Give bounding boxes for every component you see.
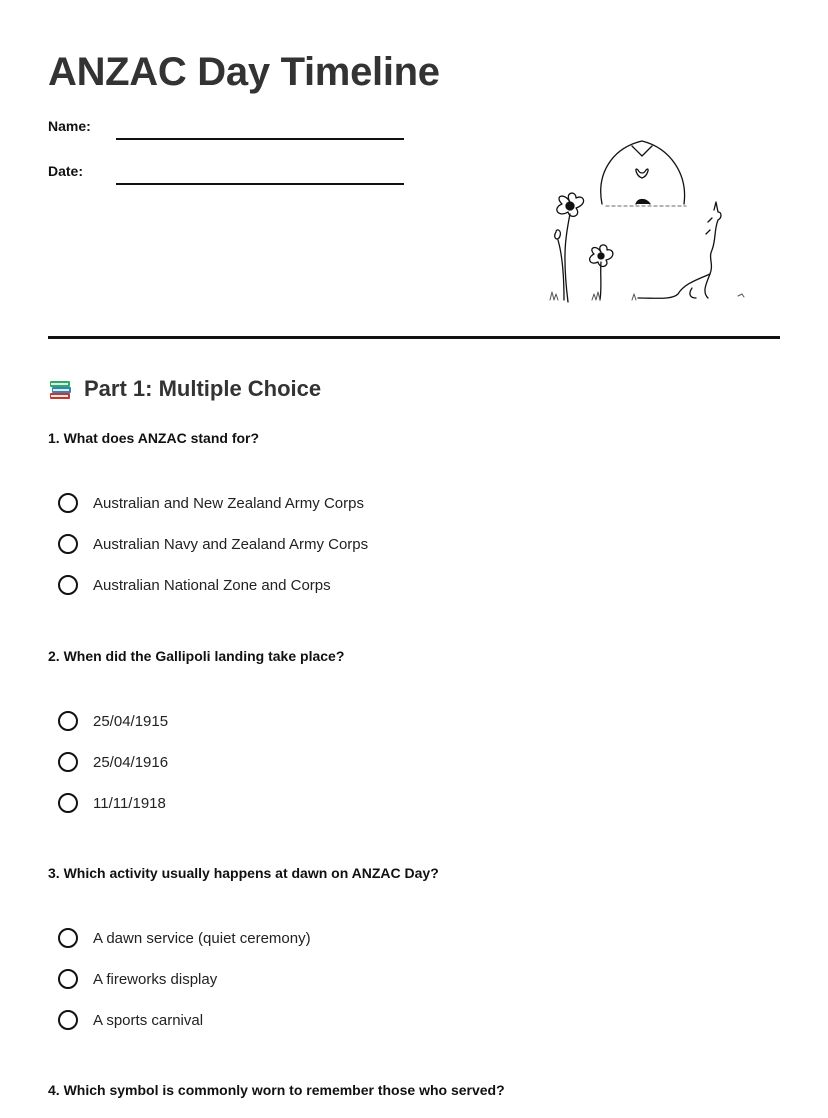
q2-option-3[interactable]	[58, 790, 166, 816]
radio-button[interactable]	[58, 969, 78, 989]
radio-button[interactable]	[58, 1010, 78, 1030]
q2-option-1-label: 25/04/1915	[93, 712, 169, 730]
part1-heading	[48, 374, 321, 404]
q2-option-1[interactable]	[58, 708, 168, 734]
question-3	[48, 863, 788, 1043]
question-2	[48, 646, 788, 826]
grass	[550, 292, 744, 300]
question-3-text: 3. Which activity usually happens at dawn on ANZAC Day?	[48, 865, 439, 881]
q2-option-3-label: 11/11/1918	[93, 794, 166, 812]
radio-button[interactable]	[58, 752, 78, 772]
q2-option-2-label: 25/04/1916	[93, 753, 169, 771]
poppy-bud	[555, 230, 564, 300]
date-field-label: Date:	[48, 163, 84, 179]
q2-option-2[interactable]	[58, 749, 168, 775]
q3-option-1-label: A dawn service (quiet ceremony)	[93, 929, 311, 947]
part1-heading-text: Part 1: Multiple Choice	[84, 376, 322, 401]
q3-option-3[interactable]	[58, 1007, 203, 1033]
kangaroo	[638, 202, 721, 298]
question-4-text: 4. Which symbol is commonly worn to remember those who served?	[48, 1082, 505, 1098]
name-field[interactable]	[48, 118, 408, 142]
radio-button[interactable]	[58, 793, 78, 813]
page-title: ANZAC Day Timeline	[48, 50, 440, 94]
poppy-large	[557, 193, 584, 302]
hat-crown-line	[632, 146, 652, 156]
hat-band	[636, 200, 650, 205]
question-1	[48, 428, 788, 608]
name-field-label: Name:	[48, 118, 91, 134]
q1-option-2[interactable]	[58, 531, 368, 557]
hat-emblem	[636, 169, 648, 178]
radio-button[interactable]	[58, 493, 78, 513]
date-field[interactable]	[48, 163, 408, 187]
radio-button[interactable]	[58, 928, 78, 948]
q3-option-3-label: A sports carnival	[93, 1011, 204, 1029]
q1-option-3-label: Australian National Zone and Corps	[93, 576, 331, 594]
radio-button[interactable]	[58, 575, 78, 595]
q1-option-1-label: Australian and New Zealand Army Corps	[93, 494, 364, 512]
q3-option-2-label: A fireworks display	[93, 970, 218, 988]
section-divider	[48, 336, 780, 339]
poppy-small	[590, 245, 613, 300]
q3-option-2[interactable]	[58, 966, 217, 992]
radio-button[interactable]	[58, 711, 78, 731]
name-input-line[interactable]	[116, 138, 404, 140]
question-1-text: 1. What does ANZAC stand for?	[48, 430, 260, 446]
q3-option-1[interactable]	[58, 925, 311, 951]
radio-button[interactable]	[58, 534, 78, 554]
q1-option-3[interactable]	[58, 572, 331, 598]
question-2-text: 2. When did the Gallipoli landing take place?	[48, 648, 345, 664]
date-input-line[interactable]	[116, 183, 404, 185]
question-4	[48, 1080, 788, 1104]
anzac-illustration-icon	[546, 134, 756, 306]
books-icon	[48, 376, 74, 402]
q1-option-2-label: Australian Navy and Zealand Army Corps	[93, 535, 369, 553]
q1-option-1[interactable]	[58, 490, 364, 516]
